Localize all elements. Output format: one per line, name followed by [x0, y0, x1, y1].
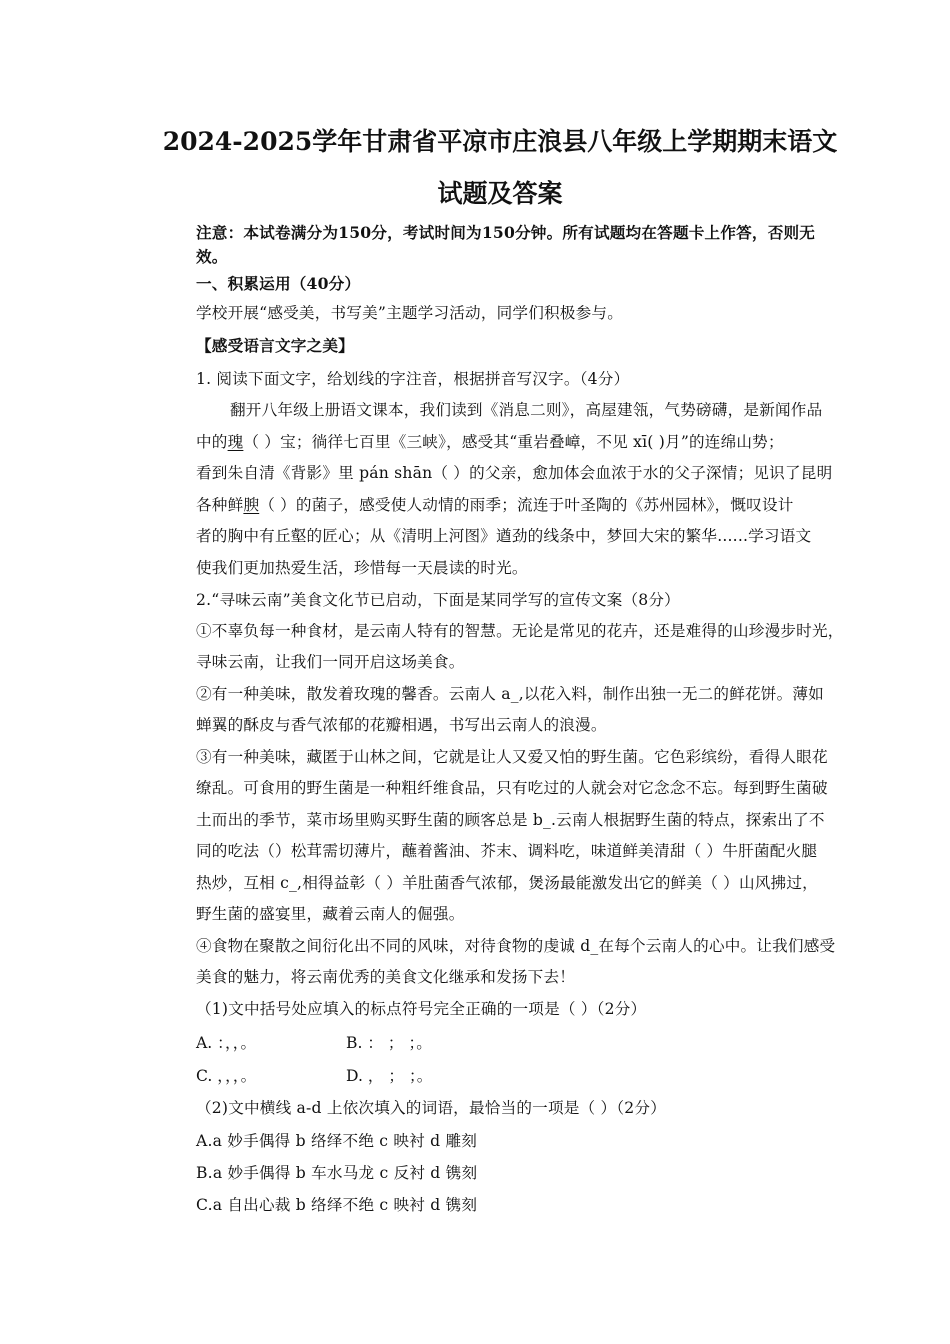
notice-line-1: 注意：本试卷满分为150分，考试时间为150分钟。所有试题均在答题卡上作答，否则无: [196, 223, 816, 242]
option-b: B. ： ； ；。: [346, 1034, 432, 1052]
title-line-1: 2024-2025学年甘肃省平凉市庄浪县八年级上学期期末语文: [162, 127, 838, 156]
q2-paragraph-line: 缭乱。可食用的野生菌是一种粗纤维食品，只有吃过的人就会对它念念不忘。每到野生菌破: [196, 779, 828, 797]
q1-passage-line: 使我们更加热爱生活，珍惜每一天晨读的时光。: [196, 559, 528, 577]
question-2-stem: 2.“寻味云南”美食文化节已启动，下面是某同学写的宣传文案（8分）: [196, 591, 680, 609]
option-c: C.a 自出心裁 b 络绎不绝 c 映衬 d 镌刻: [196, 1196, 478, 1214]
q1-passage-line: 者的胸中有丘壑的匠心；从《清明上河图》遒劲的线条中，梦回大宋的繁华......学习语文: [196, 527, 812, 545]
option-a: A. ：，，。: [196, 1034, 257, 1052]
option-a: A.a 妙手偶得 b 络绎不绝 c 映衬 d 雕刻: [196, 1132, 478, 1150]
q2-paragraph-line: 蝉翼的酥皮与香气浓郁的花瓣相遇，书写出云南人的浪漫。: [196, 716, 607, 734]
title-line-2: 试题及答案: [437, 179, 563, 208]
q2-paragraph-line: ①不辜负每一种食材，是云南人特有的智慧。无论是常见的花卉，还是难得的山珍漫步时光，: [196, 622, 844, 640]
q1-passage-line: 各种鲜腴（ ）的菌子，感受使人动情的雨季；流连于叶圣陶的《苏州园林》，慨叹设计: [196, 496, 794, 514]
q1-passage-line: 翻开八年级上册语文课本，我们读到《消息二则》，高屋建瓴，气势磅礴，是新闻作品: [230, 401, 823, 419]
subheading: 【感受语言文字之美】: [196, 336, 354, 355]
q2-paragraph-line: ③有一种美味，藏匿于山林之间，它就是让人又爱又怕的野生菌。它色彩缤纷，看得人眼花: [196, 748, 828, 766]
q2-paragraph-line: 野生菌的盛宴里，藏着云南人的倔强。: [196, 905, 465, 923]
underlined-char: 腴: [243, 496, 260, 514]
q2-paragraph-line: 热炒，互相 c_,相得益彰（ ）羊肚菌香气浓郁，煲汤最能激发出它的鲜美（ ）山风拂过，: [196, 874, 818, 892]
q2-paragraph-line: ②有一种美味，散发着玫瑰的馨香。云南人 a_,以花入料，制作出独一无二的鲜花饼。薄如: [196, 685, 824, 703]
subquestion-2-stem: （2)文中横线 a-d 上依次填入的词语，最恰当的一项是（ ）（2分）: [196, 1099, 666, 1117]
option-c: C. ，，，。: [196, 1067, 257, 1085]
q1-passage-line: 中的瑰（ ）宝；徜徉七百里《三峡》，感受其“重岩叠嶂，不见 xī( )月”的连绵山势；: [196, 433, 784, 451]
q2-paragraph-line: 寻味云南，让我们一同开启这场美食。: [196, 653, 465, 671]
q2-paragraph-line: 土而出的季节，菜市场里购买野生菌的顾客总是 b_.云南人根据野生菌的特点，探索出了不: [196, 811, 825, 829]
section-heading: 一、积累运用（40分）: [196, 274, 361, 293]
notice-line-2: 效。: [196, 247, 228, 266]
question-1-stem: 1. 阅读下面文字，给划线的字注音，根据拼音写汉字。（4分）: [196, 370, 630, 388]
option-d: D. ， ； ；。: [346, 1067, 433, 1085]
q2-paragraph-line: 美食的魅力，将云南优秀的美食文化继承和发扬下去！: [196, 968, 576, 986]
option-b: B.a 妙手偶得 b 车水马龙 c 反衬 d 镌刻: [196, 1164, 478, 1182]
underlined-char: 瑰: [227, 433, 244, 451]
q1-passage-line: 看到朱自清《背影》里 pán shān（ ）的父亲，愈加体会血浓于水的父子深情；见识了昆明: [196, 464, 833, 482]
q2-paragraph-line: ④食物在聚散之间衍化出不同的风味，对待食物的虔诚 d_在每个云南人的心中。让我们感受: [196, 937, 836, 955]
q2-paragraph-line: 同的吃法（）松茸需切薄片，蘸着酱油、芥末、调料吃，味道鲜美清甜（ ）牛肝菌配火腿: [196, 842, 818, 860]
intro-text: 学校开展“感受美，书写美”主题学习活动，同学们积极参与。: [196, 304, 623, 322]
subquestion-1-stem: （1)文中括号处应填入的标点符号完全正确的一项是（ ）（2分）: [196, 1000, 647, 1018]
